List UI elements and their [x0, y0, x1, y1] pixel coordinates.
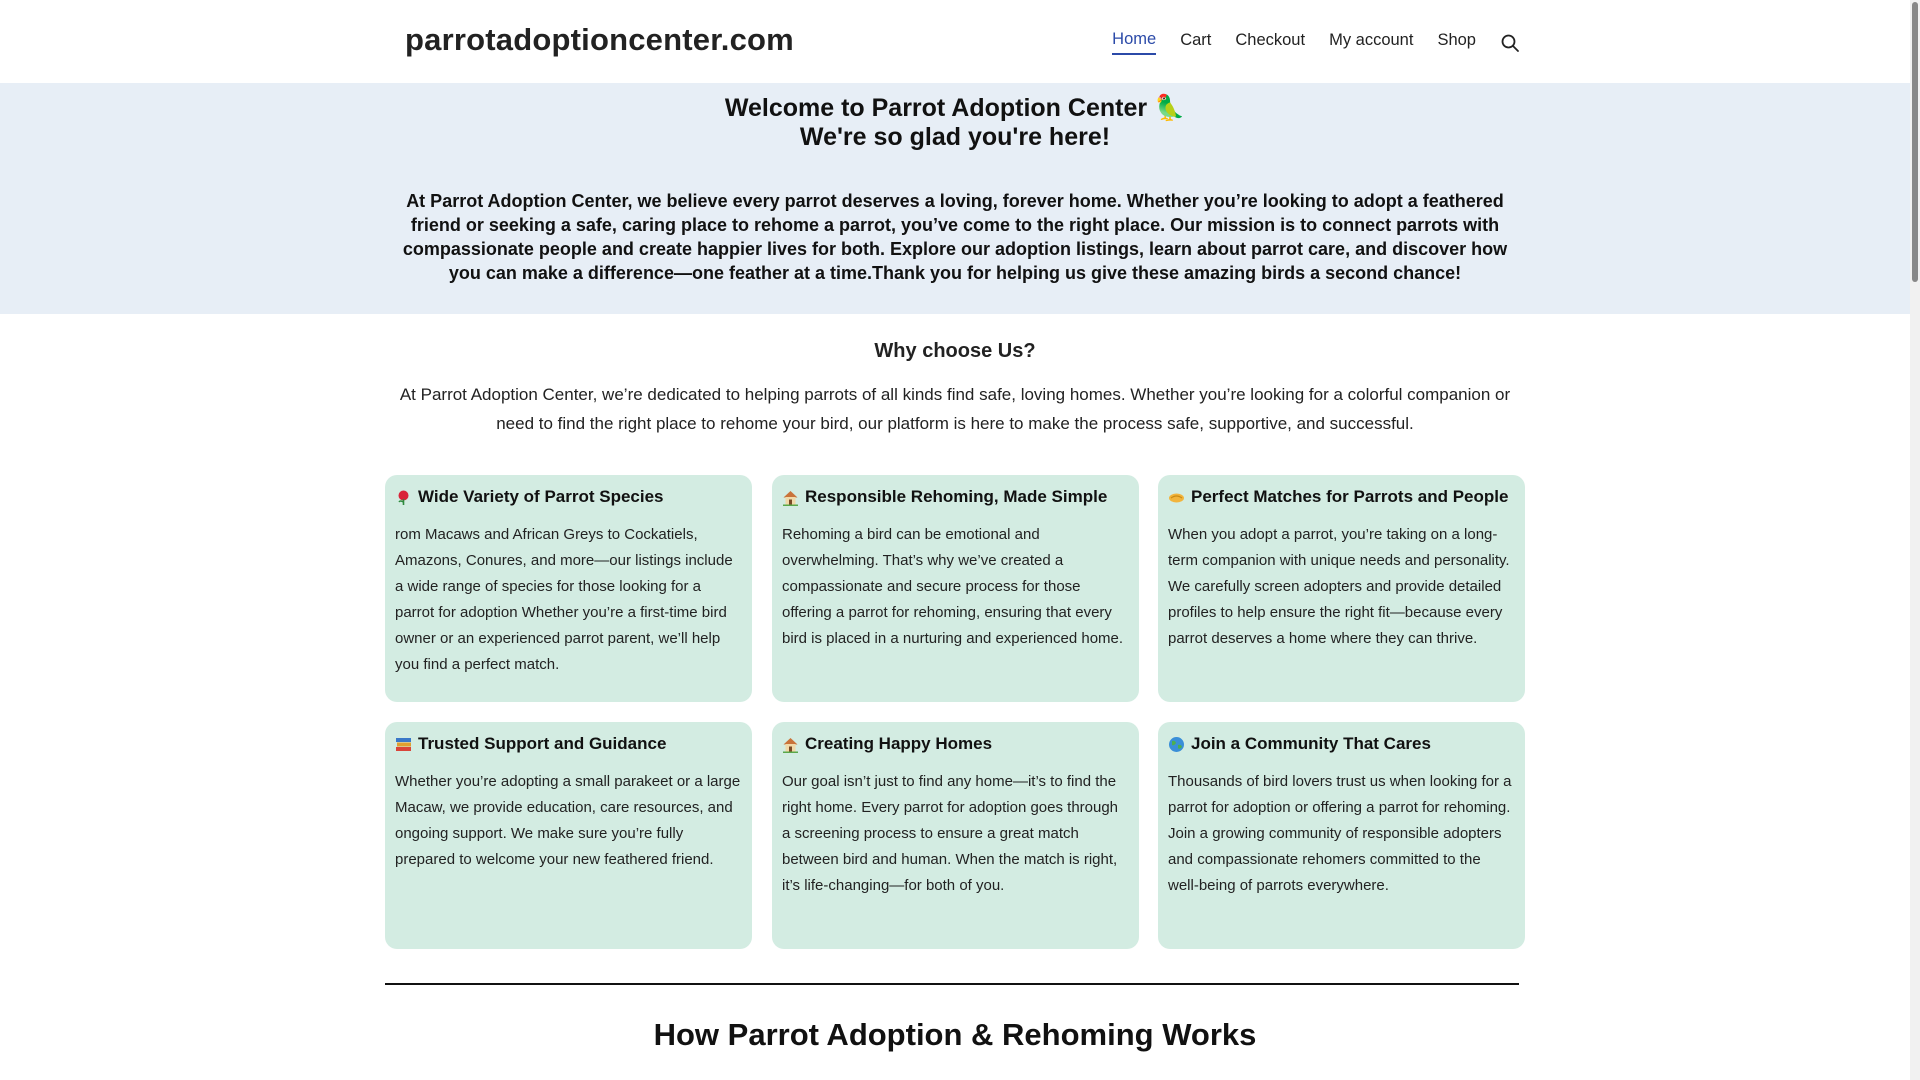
nav-item-checkout[interactable]: Checkout — [1235, 31, 1306, 49]
card-title: Responsible Rehoming, Made Simple — [805, 487, 1108, 506]
section-divider — [385, 983, 1519, 985]
books-icon — [395, 736, 412, 753]
feature-card — [772, 475, 1139, 702]
rose-icon — [395, 489, 412, 506]
card-text: When you adopt a parrot, you’re taking on a long-term companion with unique needs and personality. We carefully screen adopters and provide detailed profiles to help ensure the right fit—because every parrot deserves a home where they can thrive. — [1168, 526, 1510, 647]
card-text: rom Macaws and African Greys to Cockatiels, Amazons, Conures, and more—our listings include a wide range of species for those looking for a parrot for adoption Whether you’re a first-time bird owner or an experienced parrot parent, we’ll help you find a perfect match. — [395, 526, 733, 673]
card-title: Join a Community That Cares — [1191, 734, 1431, 753]
nav-item-cart[interactable]: Cart — [1180, 31, 1212, 49]
card-title: Trusted Support and Guidance — [418, 734, 667, 753]
page-scrollbar[interactable] — [1910, 0, 1920, 1080]
nav-item-home[interactable]: Home — [1112, 30, 1156, 55]
card-text: Rehoming a bird can be emotional and overwhelming. That’s why we’ve created a compassionate and secure process for those offering a parrot for rehoming, ensuring that every bird is placed in a nurturing and experienced home. — [782, 526, 1124, 647]
site-title[interactable]: parrotadoptioncenter.com — [405, 22, 794, 57]
hero-title-line1: Welcome to Parrot Adoption Center 🦜 — [724, 94, 1186, 122]
house-icon — [782, 489, 799, 506]
handshake-icon — [1168, 489, 1185, 506]
card-title: Perfect Matches for Parrots and People — [1191, 487, 1509, 506]
site-header — [0, 0, 1910, 83]
how-it-works-title: How Parrot Adoption & Rehoming Works — [653, 1017, 1257, 1052]
card-text: Our goal isn’t just to find any home—it’s to find the right home. Every parrot for adoption goes through a screening process to ensure a great match between bird and human. When the match is right, it’s life-changing—for both of you. — [782, 773, 1119, 894]
nav-item-shop[interactable]: Shop — [1437, 31, 1476, 49]
hero-text: At Parrot Adoption Center, we believe every parrot deserves a loving, forever home. Whether you’re looking to adopt a feathered friend or seeking a safe, caring place to rehome a parrot, you’ve come to the right place. Our mission is to connect parrots with compassionate people and create happier lives for both. Explore our adoption listings, learn about parrot care, and discover how you can make a difference—one feather at a time.Thank you for helping us give these amazing birds a second chance! — [402, 191, 1508, 283]
card-title: Creating Happy Homes — [805, 734, 993, 753]
feature-card — [385, 475, 752, 702]
search-icon[interactable] — [1500, 33, 1520, 53]
feature-card — [1158, 475, 1525, 702]
feature-card — [1158, 722, 1525, 949]
hero-title-line2: We're so glad you're here! — [799, 123, 1111, 151]
feature-card — [772, 722, 1139, 949]
globe-icon — [1168, 736, 1185, 753]
hero-section — [0, 83, 1910, 314]
card-text: Whether you’re adopting a small parakeet or a large Macaw, we provide education, care resources, and ongoing support. We make sure you’re fully prepared to welcome your new feathered friend. — [395, 773, 741, 868]
scrollbar-thumb[interactable] — [1912, 2, 1918, 282]
why-choose-text: At Parrot Adoption Center, we’re dedicated to helping parrots of all kinds find safe, loving homes. Whether you’re looking for a colorful companion or need to find the right place to rehome your bird, our platform is here to make the process safe, supportive, and successful. — [399, 385, 1511, 433]
card-text: Thousands of bird lovers trust us when looking for a parrot for adoption or offering a parrot for rehoming. Join a growing community of responsible adopters and compassionate rehomers committed to the well-being of parrots everywhere. — [1168, 773, 1512, 894]
why-choose-title: Why choose Us? — [874, 340, 1036, 362]
house-icon — [782, 736, 799, 753]
feature-card — [385, 722, 752, 949]
card-title: Wide Variety of Parrot Species — [418, 487, 664, 506]
nav-item-my-account[interactable]: My account — [1329, 31, 1414, 49]
main-nav — [1088, 30, 1520, 55]
